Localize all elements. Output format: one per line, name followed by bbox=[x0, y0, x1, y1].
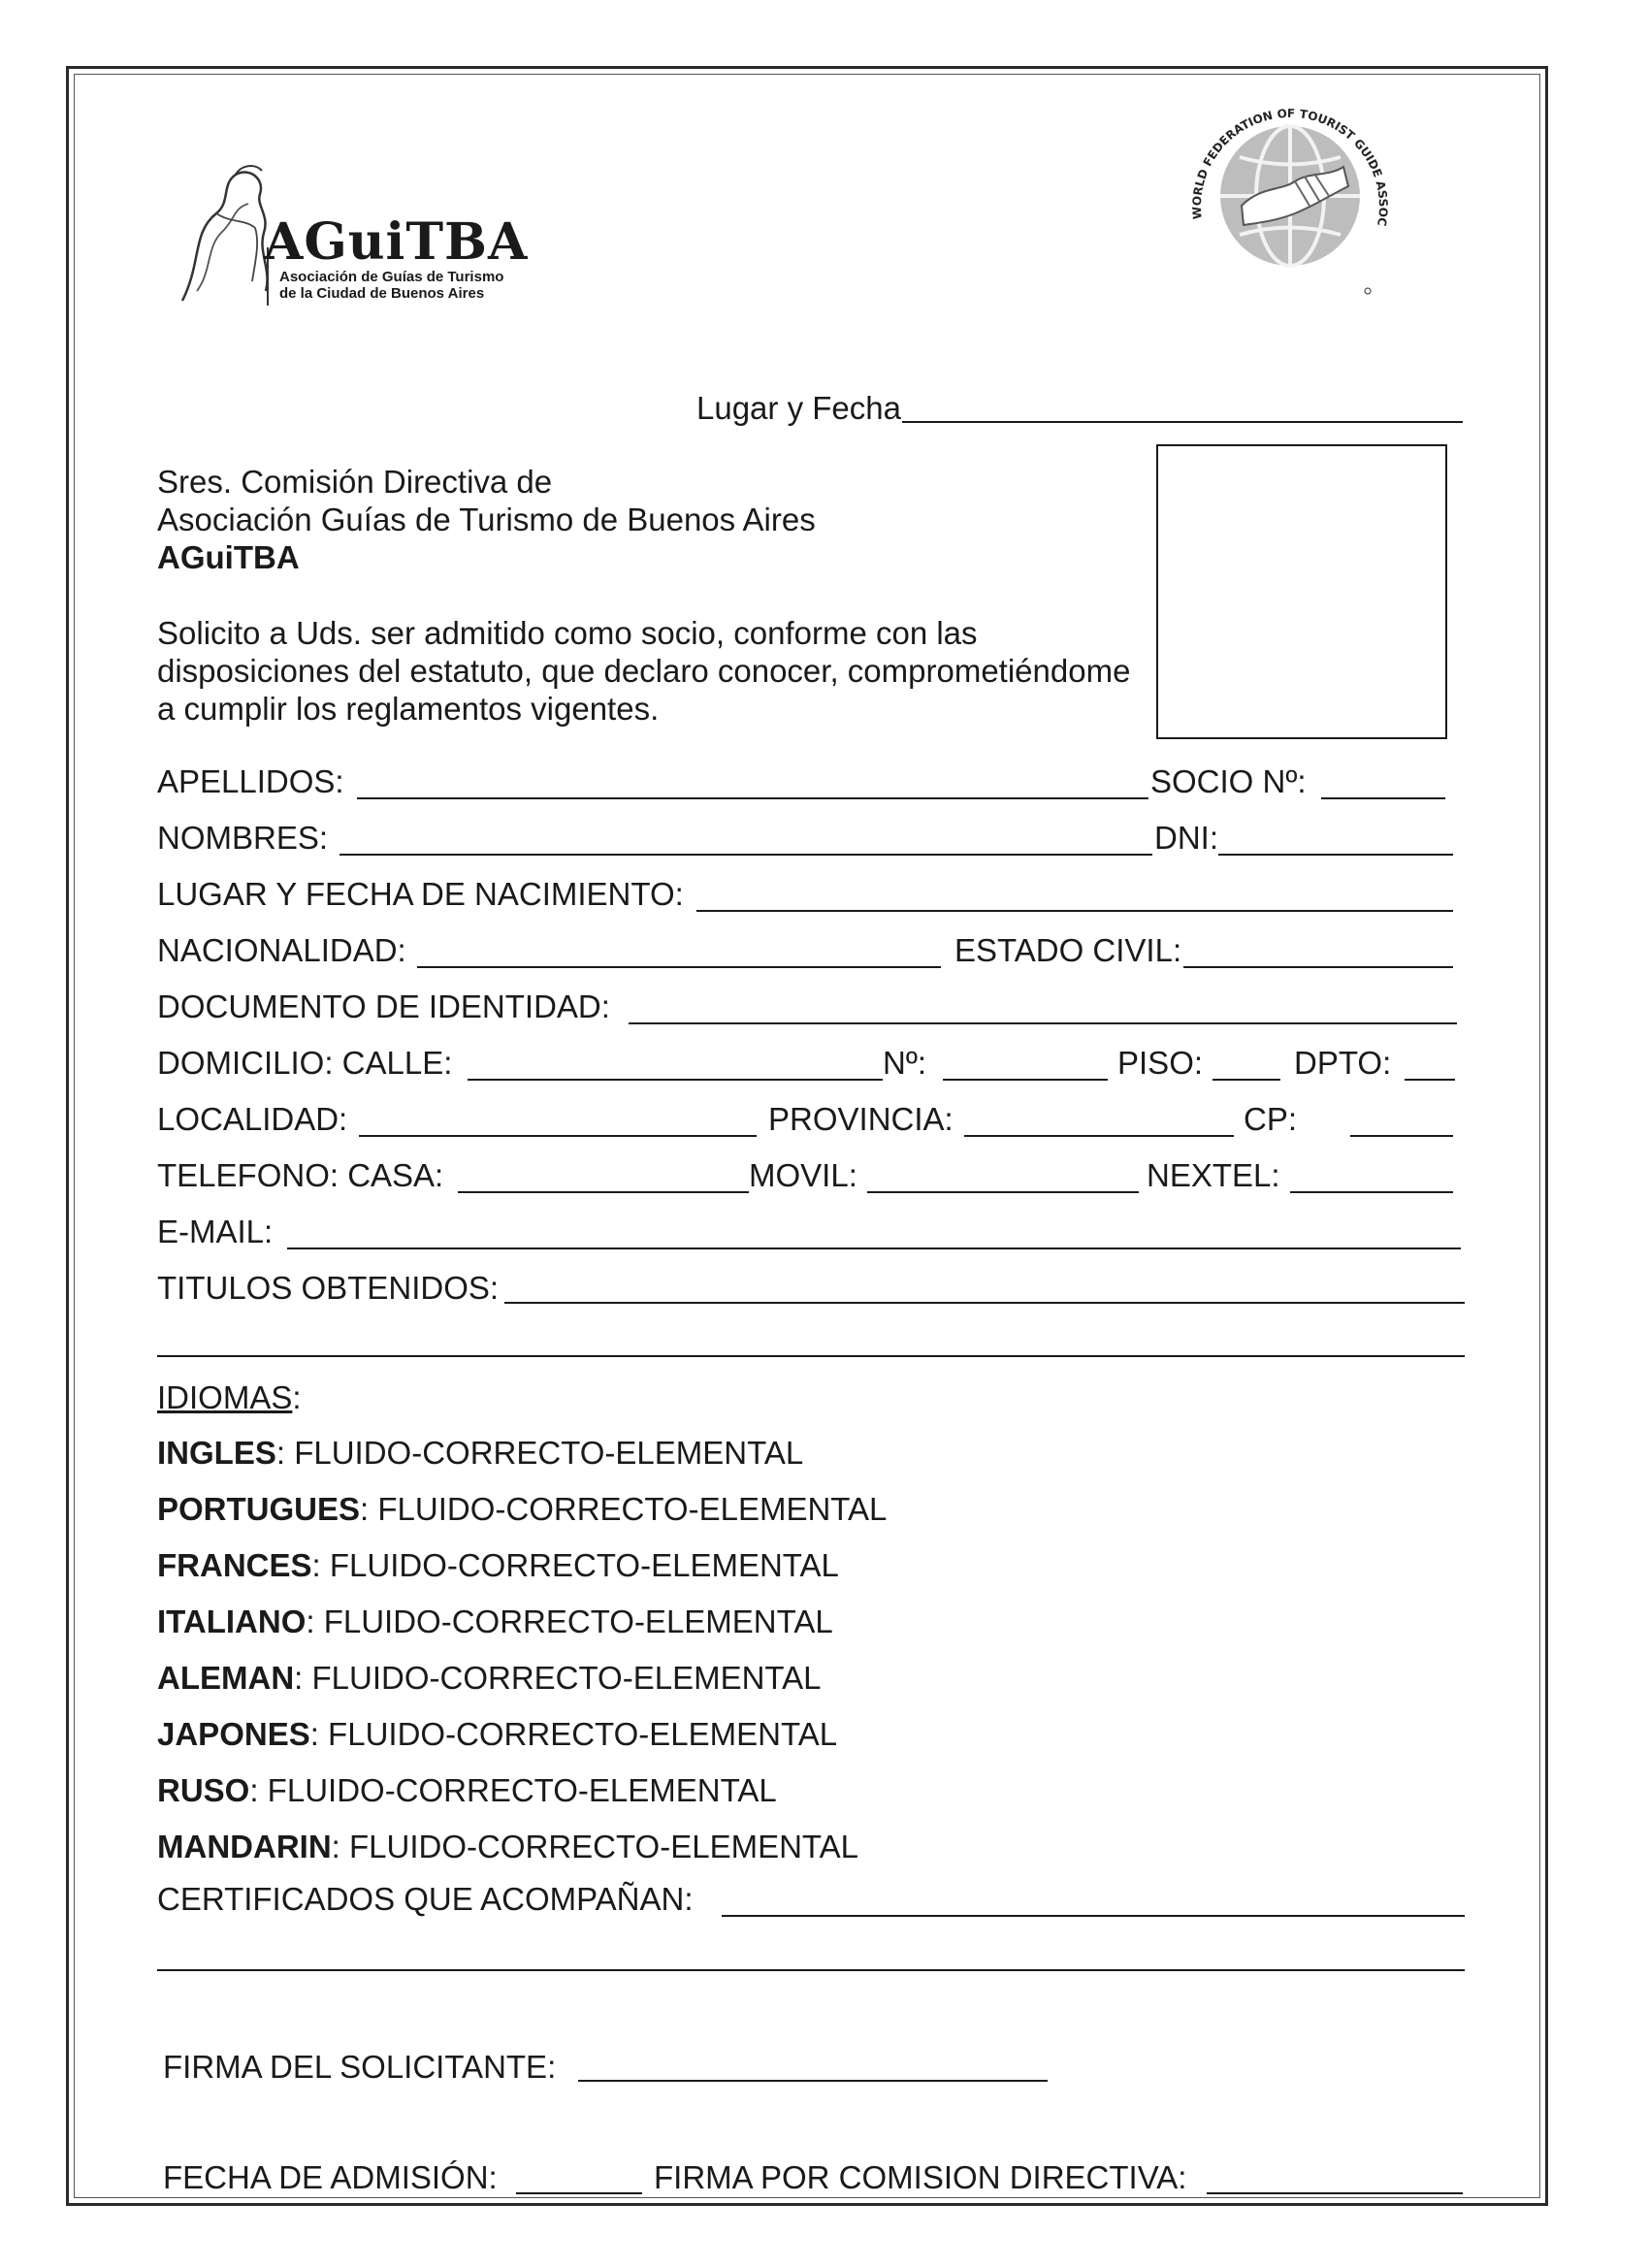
request-line1: Solicito a Uds. ser admitido como socio, conforme con las bbox=[157, 615, 978, 651]
estado-civil-label: ESTADO CIVIL: bbox=[954, 932, 1182, 968]
globe-handshake-icon bbox=[1174, 80, 1406, 301]
nextel-field[interactable] bbox=[1290, 1191, 1453, 1193]
estado-civil-field[interactable] bbox=[1183, 966, 1453, 968]
nacionalidad-field[interactable] bbox=[417, 966, 941, 968]
photo-box bbox=[1156, 444, 1447, 739]
language-row bbox=[157, 1547, 839, 1584]
calle-field[interactable] bbox=[468, 1079, 883, 1081]
dni-field[interactable] bbox=[1218, 854, 1453, 856]
brand-name: AGuiTBA bbox=[264, 212, 529, 272]
language-row bbox=[157, 1435, 803, 1472]
numero-field[interactable] bbox=[943, 1079, 1108, 1081]
nombres-label: NOMBRES: bbox=[157, 820, 329, 856]
idiomas-colon: : bbox=[292, 1379, 302, 1415]
request-line2: disposiciones del estatuto, que declaro conocer, comprometiéndome bbox=[157, 653, 1131, 689]
language-levels: : FLUIDO-CORRECTO-ELEMENTAL bbox=[294, 1660, 822, 1696]
email-label: E-MAIL: bbox=[157, 1214, 274, 1249]
language-row bbox=[157, 1772, 777, 1809]
titulos-field[interactable] bbox=[504, 1302, 1465, 1304]
piso-field[interactable] bbox=[1212, 1079, 1280, 1081]
language-row bbox=[157, 1829, 858, 1865]
numero-label: Nº: bbox=[883, 1045, 927, 1081]
language-name: JAPONES bbox=[157, 1716, 310, 1752]
language-name: INGLES bbox=[157, 1435, 276, 1471]
fecha-admision-label: FECHA DE ADMISIÓN: bbox=[163, 2159, 498, 2195]
idiomas-title: IDIOMAS bbox=[157, 1379, 293, 1415]
nextel-label: NEXTEL: bbox=[1147, 1157, 1280, 1193]
piso-label: PISO: bbox=[1117, 1045, 1204, 1081]
dpto-label: DPTO: bbox=[1294, 1045, 1392, 1081]
documento-label: DOCUMENTO DE IDENTIDAD: bbox=[157, 988, 610, 1024]
localidad-label: LOCALIDAD: bbox=[157, 1101, 348, 1137]
apellidos-field[interactable] bbox=[357, 797, 1148, 799]
brand-subtitle-line1: Asociación de Guías de Turismo bbox=[279, 269, 504, 285]
socio-field[interactable] bbox=[1321, 797, 1445, 799]
firma-solicitante-field[interactable] bbox=[578, 2080, 1048, 2082]
seal-text: WORLD FEDERATION OF TOURIST GUIDE ASSOC bbox=[1189, 106, 1391, 228]
idiomas-heading bbox=[157, 1379, 302, 1416]
nombres-field[interactable] bbox=[340, 854, 1152, 856]
nacimiento-field[interactable] bbox=[696, 910, 1453, 912]
language-row bbox=[157, 1604, 833, 1640]
firma-solicitante-label: FIRMA DEL SOLICITANTE: bbox=[163, 2049, 557, 2085]
language-name: PORTUGUES bbox=[157, 1491, 361, 1527]
addressee-line3: AGuiTBA bbox=[157, 539, 300, 575]
language-row bbox=[157, 1716, 837, 1753]
place-date-field[interactable] bbox=[902, 421, 1463, 423]
language-levels: : FLUIDO-CORRECTO-ELEMENTAL bbox=[331, 1829, 858, 1864]
dni-label: DNI: bbox=[1154, 820, 1218, 856]
cp-field[interactable] bbox=[1350, 1135, 1453, 1137]
place-date-label: Lugar y Fecha bbox=[696, 390, 901, 426]
certificados-field[interactable] bbox=[722, 1915, 1465, 1917]
language-name: ALEMAN bbox=[157, 1660, 295, 1696]
telefono-field[interactable] bbox=[458, 1191, 749, 1193]
certificados-label: CERTIFICADOS QUE ACOMPAÑAN: bbox=[157, 1881, 694, 1917]
language-levels: : FLUIDO-CORRECTO-ELEMENTAL bbox=[309, 1716, 838, 1752]
language-name: RUSO bbox=[157, 1772, 250, 1808]
domicilio-label: DOMICILIO: CALLE: bbox=[157, 1045, 453, 1081]
dpto-field[interactable] bbox=[1405, 1079, 1455, 1081]
documento-field[interactable] bbox=[629, 1022, 1457, 1024]
addressee-line1: Sres. Comisión Directiva de bbox=[157, 464, 553, 500]
movil-field[interactable] bbox=[867, 1191, 1139, 1193]
movil-label: MOVIL: bbox=[749, 1157, 857, 1193]
language-row bbox=[157, 1491, 887, 1528]
certificados-field-extra[interactable] bbox=[157, 1969, 1465, 1971]
localidad-field[interactable] bbox=[359, 1135, 757, 1137]
language-row bbox=[157, 1660, 822, 1697]
language-levels: : FLUIDO-CORRECTO-ELEMENTAL bbox=[275, 1435, 804, 1471]
request-line3: a cumplir los reglamentos vigentes. bbox=[157, 691, 660, 727]
brand-subtitle-line2: de la Ciudad de Buenos Aires bbox=[279, 285, 485, 302]
socio-label: SOCIO Nº: bbox=[1150, 763, 1307, 799]
apellidos-label: APELLIDOS: bbox=[157, 763, 344, 799]
telefono-label: TELEFONO: CASA: bbox=[157, 1157, 444, 1193]
language-levels: : FLUIDO-CORRECTO-ELEMENTAL bbox=[311, 1547, 839, 1583]
language-name: MANDARIN bbox=[157, 1829, 332, 1864]
firma-comision-field[interactable] bbox=[1207, 2192, 1463, 2194]
nacimiento-label: LUGAR Y FECHA DE NACIMIENTO: bbox=[157, 876, 684, 912]
cp-label: CP: bbox=[1244, 1101, 1298, 1137]
wftga-seal bbox=[1174, 80, 1406, 301]
language-name: ITALIANO bbox=[157, 1604, 307, 1639]
fecha-admision-field[interactable] bbox=[516, 2192, 642, 2194]
language-levels: : FLUIDO-CORRECTO-ELEMENTAL bbox=[306, 1604, 833, 1639]
provincia-label: PROVINCIA: bbox=[768, 1101, 954, 1137]
language-name: FRANCES bbox=[157, 1547, 312, 1583]
language-levels: : FLUIDO-CORRECTO-ELEMENTAL bbox=[249, 1772, 777, 1808]
titulos-label: TITULOS OBTENIDOS: bbox=[157, 1270, 500, 1306]
titulos-field-extra[interactable] bbox=[157, 1355, 1465, 1357]
email-field[interactable] bbox=[287, 1247, 1461, 1249]
language-levels: : FLUIDO-CORRECTO-ELEMENTAL bbox=[360, 1491, 888, 1527]
provincia-field[interactable] bbox=[964, 1135, 1234, 1137]
addressee-line2: Asociación Guías de Turismo de Buenos Aires bbox=[157, 502, 816, 537]
nacionalidad-label: NACIONALIDAD: bbox=[157, 932, 406, 968]
firma-comision-label: FIRMA POR COMISION DIRECTIVA: bbox=[654, 2159, 1187, 2195]
